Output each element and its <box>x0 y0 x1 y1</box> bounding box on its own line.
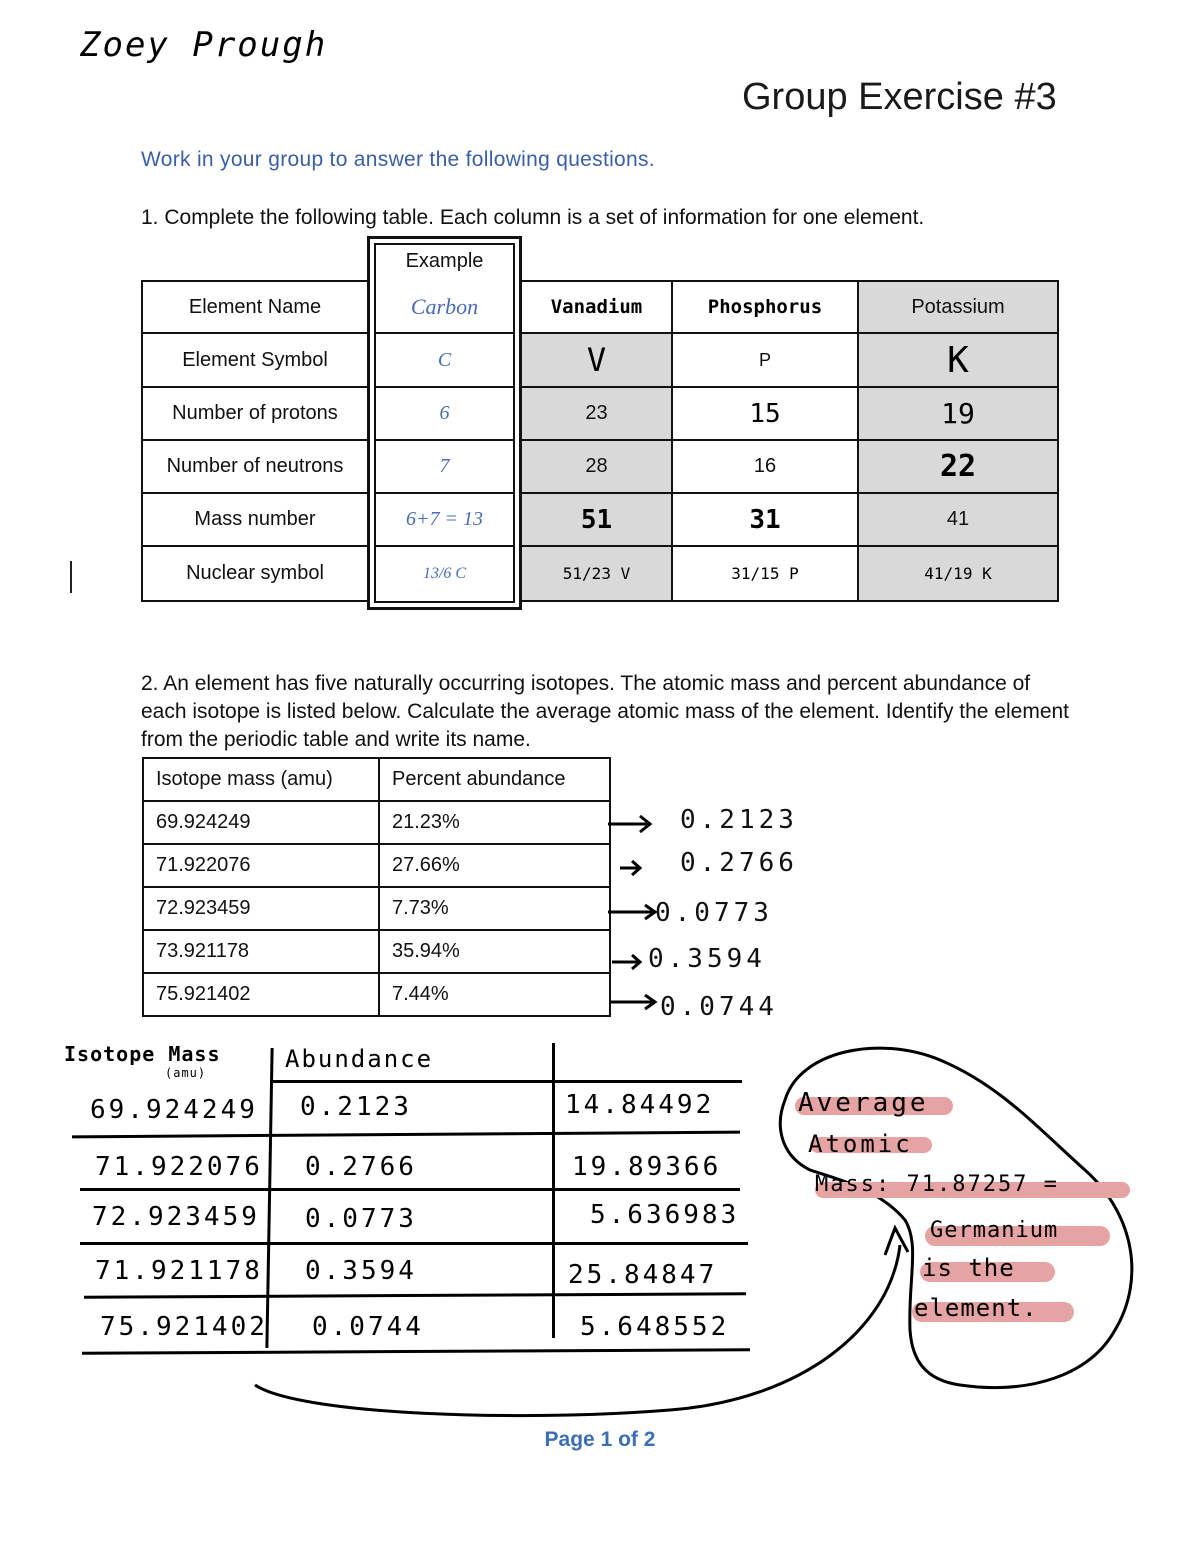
work-cell: 0.2766 <box>305 1152 417 1182</box>
work-cell: 25.84847 <box>568 1260 718 1290</box>
answer-line: Average <box>798 1088 929 1118</box>
answer-line: Mass: 71.87257 = <box>815 1172 1059 1197</box>
question-2-prompt: 2. An element has five naturally occurring isotopes. The atomic mass and percent abundance of each isotope is listed below. Calculate the average atomic mass of the element. Identify the element from the periodic table and write its name. <box>141 672 1070 751</box>
element-value: 23 <box>585 402 608 424</box>
work-header: Isotope Mass <box>64 1042 221 1066</box>
work-cell: 69.924249 <box>90 1095 258 1125</box>
table-row: 72.923459 7.73% <box>143 887 610 930</box>
answer-line: Atomic <box>808 1130 913 1158</box>
row-label: Element Symbol <box>182 348 328 371</box>
element-value: Phosphorus <box>707 296 823 318</box>
element-value: Potassium <box>911 295 1005 318</box>
decimal-abundance: 0.0744 <box>660 992 778 1022</box>
work-cell: 71.921178 <box>95 1256 263 1286</box>
answer-line: Germanium <box>930 1218 1059 1243</box>
table-row: 69.924249 21.23% <box>143 801 610 844</box>
row-label: Nuclear symbol <box>186 562 324 584</box>
element-value: Vanadium <box>550 296 643 318</box>
page-title: Group Exercise #3 <box>742 76 1057 118</box>
decimal-abundance: 0.3594 <box>648 944 766 974</box>
element-value: 51 <box>580 504 613 535</box>
element-value: P <box>758 349 771 370</box>
row-label: Mass number <box>194 508 316 530</box>
example-value: Carbon <box>410 294 479 319</box>
example-value: 7 <box>439 455 450 477</box>
work-cell: 19.89366 <box>572 1152 722 1182</box>
work-header: (amu) <box>165 1066 207 1080</box>
element-value: K <box>947 339 969 381</box>
work-cell: 75.921402 <box>100 1312 268 1342</box>
decimal-abundance: 0.0773 <box>655 898 773 928</box>
element-value: 28 <box>585 455 608 477</box>
element-value: 41/19 K <box>924 564 992 583</box>
work-cell: 5.648552 <box>580 1312 730 1342</box>
work-cell: 71.922076 <box>95 1152 263 1182</box>
table-row: 73.921178 35.94% <box>143 930 610 973</box>
work-cell: 0.3594 <box>305 1256 417 1286</box>
work-cell: 0.2123 <box>300 1092 412 1122</box>
example-header: Example <box>405 249 484 272</box>
text-cursor <box>70 561 72 593</box>
work-cell: 0.0773 <box>305 1204 417 1234</box>
answer-line: is the <box>922 1254 1015 1282</box>
work-cell: 72.923459 <box>92 1202 260 1232</box>
element-value: 41 <box>946 508 970 530</box>
student-name: Zoey Prough <box>80 25 328 65</box>
answer-line: element. <box>914 1294 1038 1322</box>
work-cell: 14.84492 <box>565 1090 715 1120</box>
page-number: Page 1 of 2 <box>544 1428 656 1451</box>
table-row: 71.922076 27.66% <box>143 844 610 887</box>
row-label: Number of protons <box>172 402 338 424</box>
element-value: 16 <box>753 455 777 477</box>
element-value: 22 <box>939 449 977 484</box>
question-1-prompt: 1. Complete the following table. Each column is a set of information for one element. <box>141 206 925 229</box>
element-value: 51/23 V <box>562 564 631 583</box>
element-value: 31 <box>749 504 781 535</box>
row-label: Element Name <box>188 295 322 318</box>
example-value: C <box>437 348 452 371</box>
table-header: Isotope mass (amu) <box>143 758 379 801</box>
element-value: V <box>586 341 607 379</box>
decimal-abundance: 0.2766 <box>680 848 798 878</box>
work-cell: 0.0744 <box>312 1312 424 1342</box>
instructions: Work in your group to answer the following questions. <box>141 148 655 171</box>
row-label: Number of neutrons <box>166 455 344 477</box>
element-value: 15 <box>749 398 781 429</box>
element-value: 19 <box>941 397 975 430</box>
table-header: Percent abundance <box>379 758 610 801</box>
example-value: 6 <box>439 402 450 424</box>
work-cell: 5.636983 <box>590 1200 740 1230</box>
element-value: 31/15 P <box>731 564 799 583</box>
example-value: 6+7 = 13 <box>406 508 483 530</box>
example-value: 13/6 C <box>422 564 467 582</box>
isotope-table <box>142 757 611 1017</box>
table-row: 75.921402 7.44% <box>143 973 610 1016</box>
work-header: Abundance <box>285 1045 434 1073</box>
decimal-abundance: 0.2123 <box>680 805 798 835</box>
